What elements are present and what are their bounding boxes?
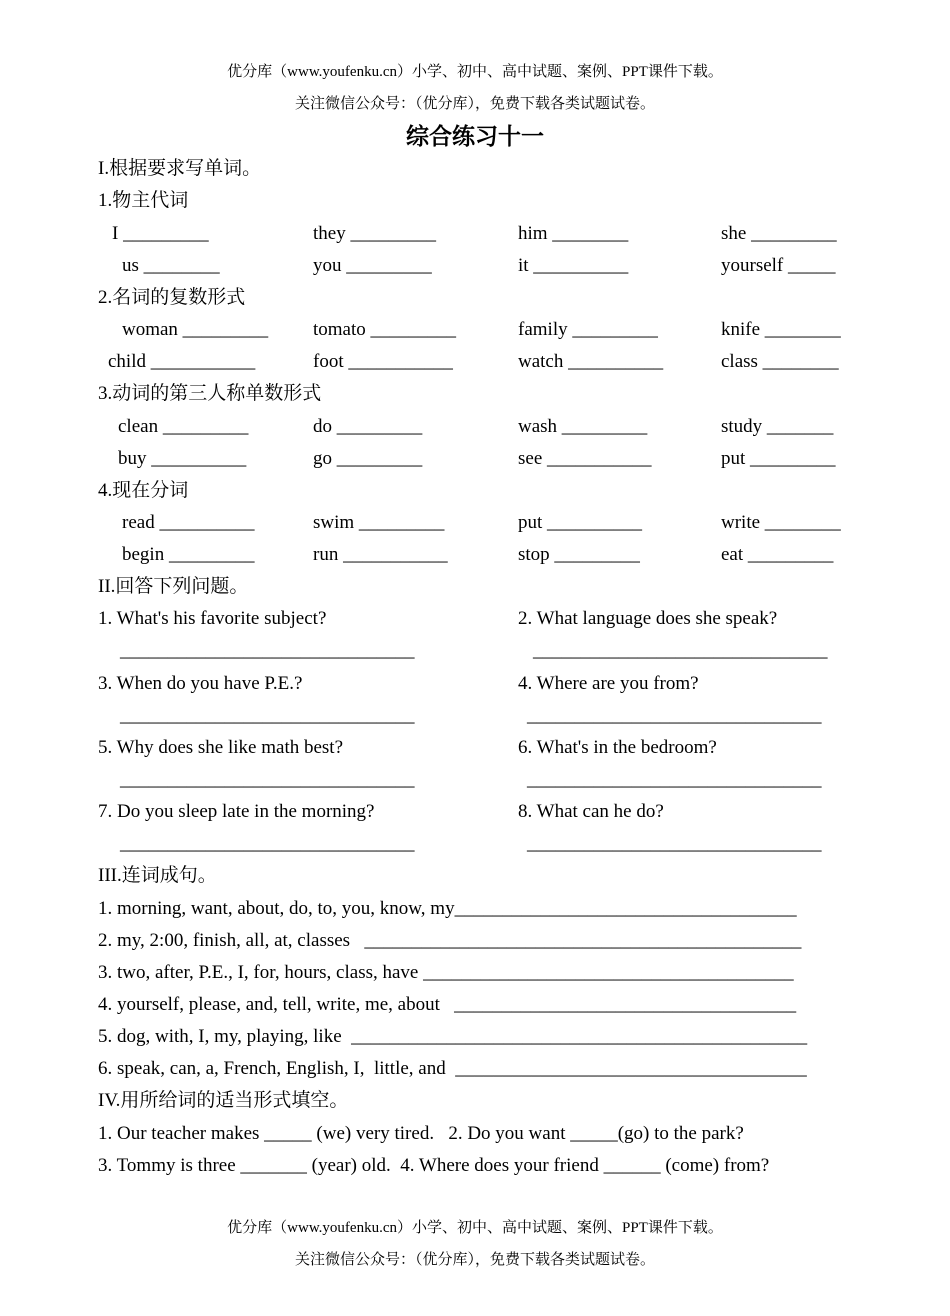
word-item: put __________	[518, 512, 643, 533]
word-item: foot ___________	[313, 351, 453, 372]
answer-blank[interactable]: _______________________________	[527, 833, 822, 854]
word-item: stop _________	[518, 544, 640, 565]
group2-heading: 2.名词的复数形式	[98, 287, 246, 308]
word-item: it __________	[518, 255, 629, 276]
sentence-item-4[interactable]: 4. yourself, please, and, tell, write, me, about ____________________________________	[98, 994, 797, 1015]
word-item: they _________	[313, 223, 436, 244]
question-1: 1. What's his favorite subject?	[98, 608, 327, 629]
question-3: 3. When do you have P.E.?	[98, 673, 303, 694]
word-item: I _________	[112, 223, 209, 244]
question-8: 8. What can he do?	[518, 801, 664, 822]
sentence-item-6[interactable]: 6. speak, can, a, French, English, I, little, and _____________________________________	[98, 1058, 807, 1079]
word-item: buy __________	[118, 448, 247, 469]
word-item: clean _________	[118, 416, 249, 437]
word-item: tomato _________	[313, 319, 457, 340]
question-4: 4. Where are you from?	[518, 673, 699, 694]
word-item: read __________	[122, 512, 255, 533]
question-7: 7. Do you sleep late in the morning?	[98, 801, 375, 822]
sentence-item-2[interactable]: 2. my, 2:00, finish, all, at, classes ______________________________________________	[98, 930, 802, 951]
word-item: do _________	[313, 416, 423, 437]
footer-line-1: 优分库（www.youfenku.cn）小学、初中、高中试题、案例、PPT课件下载。	[227, 1220, 723, 1236]
word-item: him ________	[518, 223, 629, 244]
footer-line-2: 关注微信公众号：（优分库），免费下载各类试题试卷。	[294, 1252, 655, 1268]
fill-line-2[interactable]: 3. Tommy is three _______ (year) old. 4. Where does your friend ______ (come) from?	[98, 1155, 770, 1176]
header-line-1: 优分库（www.youfenku.cn）小学、初中、高中试题、案例、PPT课件下载。	[227, 64, 723, 80]
word-item: family _________	[518, 319, 658, 340]
fill-line-1[interactable]: 1. Our teacher makes _____ (we) very tired. 2. Do you want _____(go) to the park?	[98, 1123, 744, 1144]
part2-heading: II.回答下列问题。	[98, 576, 249, 597]
word-item: run ___________	[313, 544, 448, 565]
word-item: child ___________	[108, 351, 256, 372]
word-item: wash _________	[518, 416, 648, 437]
part4-heading: IV.用所给词的适当形式填空。	[98, 1090, 349, 1111]
question-5: 5. Why does she like math best?	[98, 737, 344, 758]
word-item: yourself _____	[721, 255, 836, 276]
question-2: 2. What language does she speak?	[518, 608, 778, 629]
word-item: study _______	[721, 416, 834, 437]
word-item: swim _________	[313, 512, 445, 533]
word-item: class ________	[721, 351, 839, 372]
sentence-item-5[interactable]: 5. dog, with, I, my, playing, like ________________________________________________	[98, 1026, 808, 1047]
word-item: write ________	[721, 512, 841, 533]
word-item: knife ________	[721, 319, 841, 340]
header-line-2: 关注微信公众号：（优分库），免费下载各类试题试卷。	[294, 96, 655, 112]
part1-heading: I.根据要求写单词。	[98, 158, 262, 179]
answer-blank[interactable]: _______________________________	[120, 640, 415, 661]
group1-heading: 1.物主代词	[98, 190, 189, 211]
word-item: woman _________	[122, 319, 269, 340]
word-item: begin _________	[122, 544, 255, 565]
answer-blank[interactable]: _______________________________	[120, 769, 415, 790]
word-item: eat _________	[721, 544, 834, 565]
part3-heading: III.连词成句。	[98, 865, 217, 886]
sentence-item-3[interactable]: 3. two, after, P.E., I, for, hours, class, have _______________________________________	[98, 962, 794, 983]
answer-blank[interactable]: _______________________________	[527, 769, 822, 790]
word-item: go _________	[313, 448, 423, 469]
word-item: watch __________	[518, 351, 664, 372]
page-title: 综合练习十一	[406, 124, 544, 149]
word-item: see ___________	[518, 448, 652, 469]
answer-blank[interactable]: _______________________________	[120, 705, 415, 726]
word-item: us ________	[122, 255, 220, 276]
word-item: you _________	[313, 255, 432, 276]
answer-blank[interactable]: _______________________________	[527, 705, 822, 726]
sentence-item-1[interactable]: 1. morning, want, about, do, to, you, know, my____________________________________	[98, 898, 797, 919]
group3-heading: 3.动词的第三人称单数形式	[98, 383, 322, 404]
answer-blank[interactable]: _______________________________	[120, 833, 415, 854]
word-item: put _________	[721, 448, 836, 469]
question-6: 6. What's in the bedroom?	[518, 737, 717, 758]
word-item: she _________	[721, 223, 837, 244]
group4-heading: 4.现在分词	[98, 480, 189, 501]
answer-blank[interactable]: _______________________________	[533, 640, 828, 661]
